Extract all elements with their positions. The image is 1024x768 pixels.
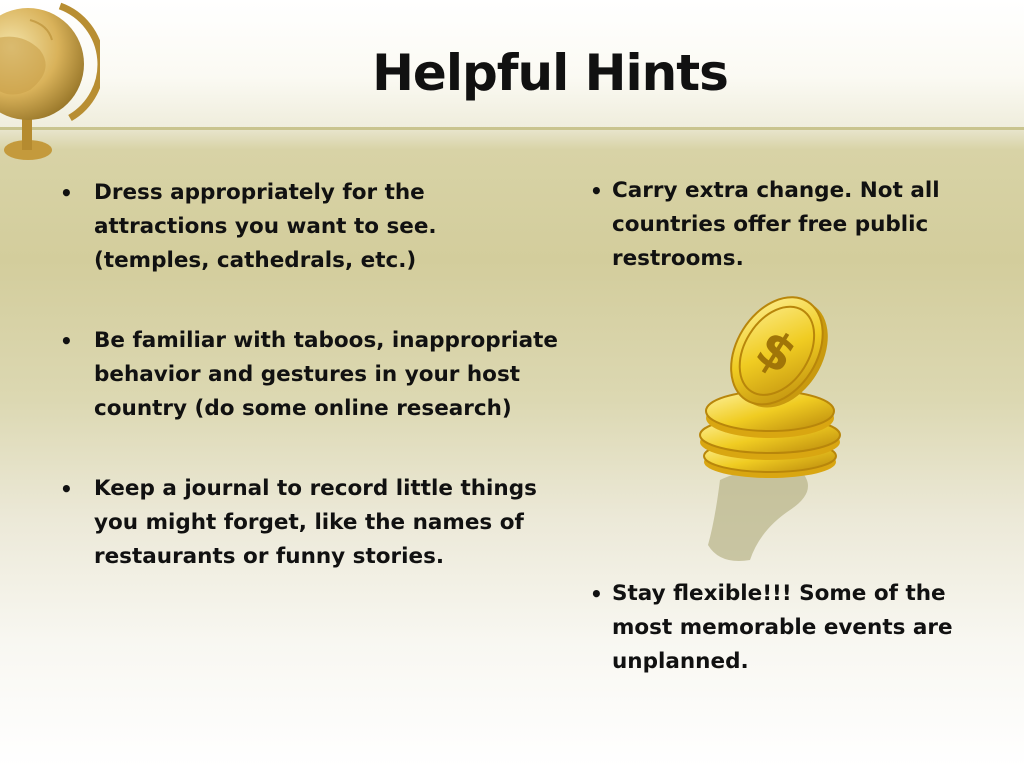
slide-title: Helpful Hints [372, 44, 728, 102]
list-item [590, 577, 990, 679]
bullet-text: Keep a journal to record little things you might forget, like the names of restaurants or funny stories. [94, 476, 537, 569]
bullet-text: Stay flexible!!! Some of the most memorable events are unplanned. [612, 581, 953, 674]
globe-icon [0, 0, 100, 168]
right-bullet-list-bottom [590, 577, 990, 679]
list-item [58, 472, 558, 574]
coins-icon [690, 290, 850, 570]
bullet-text: Carry extra change. Not all countries offer free public restrooms. [612, 178, 940, 271]
bullet-glyph: • [60, 181, 73, 205]
bullet-glyph: • [590, 179, 603, 203]
svg-text:$: $ [746, 317, 807, 386]
bullet-glyph: • [60, 329, 73, 353]
list-item [58, 324, 558, 426]
bullet-glyph: • [60, 477, 73, 501]
list-item [58, 176, 558, 278]
title-divider [0, 127, 1024, 130]
bullet-text: Be familiar with taboos, inappropriate behavior and gestures in your host country (do some online research) [94, 328, 558, 421]
left-bullet-list [58, 176, 558, 620]
right-bullet-list-top [590, 174, 990, 276]
bullet-glyph: • [590, 582, 603, 606]
list-item [590, 174, 990, 276]
bullet-text: Dress appropriately for the attractions you want to see. (temples, cathedrals, etc.) [94, 180, 437, 273]
